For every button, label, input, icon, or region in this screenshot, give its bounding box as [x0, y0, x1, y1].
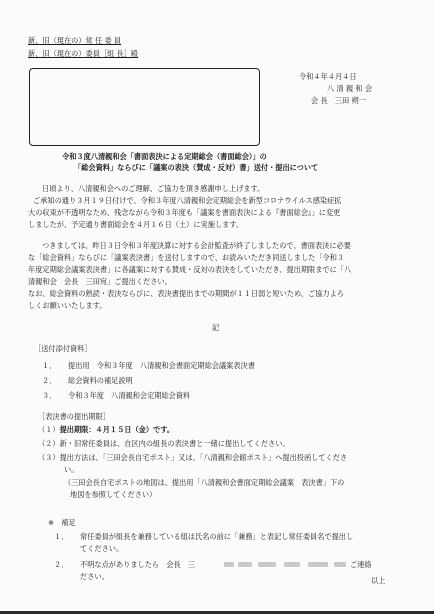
supplement-number: １． [54, 532, 69, 541]
paragraph-1-line: 大の収束が不透明なため、残念ながら令和３年度も「議案を書面表決による『書面総会』」に変更 [28, 208, 341, 217]
association-name: 八 清 親 和 会 [327, 84, 373, 93]
map-note-line-1: （三田会長自宅ポストの地図は、提出用「八清親和会書面定期総会議案 表決書」下の [64, 478, 345, 487]
attachment-item [42, 391, 190, 400]
paragraph-1-line: しましたが、予定通り書面総会を４月１６日（土）に実施します。 [28, 220, 244, 229]
attachment-text: 総会資料の補足説明 [68, 376, 133, 385]
supplement-heading: ※ 補足 [48, 518, 76, 527]
president-name: 会 長 三田 朔一 [311, 96, 366, 105]
attachment-item [42, 361, 255, 370]
supplement-text-end: ご連絡 [350, 560, 372, 569]
attachment-text: 令和３年度 八清親和会定期総会資料 [68, 391, 191, 400]
ki-mark: 記 [212, 323, 220, 332]
submission-number: （１） [38, 425, 60, 434]
supplement-item [54, 560, 195, 569]
paragraph-1-line: ご承知の通り３月１９日付けで、令和３年度八清親和会定期総会を新型コロナウイルス感染症拡 [33, 196, 342, 205]
paragraph-2-line: つきましては、昨日３日令和３年度決算に対する会計監査が終了しましたので、書面表決に必要 [42, 241, 351, 250]
attachment-number: ３． [42, 391, 57, 400]
supplement-number: ２． [54, 560, 69, 569]
submission-number: （３） [38, 453, 60, 462]
submission-number: （２） [38, 439, 60, 448]
paragraph-2-line: しくお願いいたします。 [28, 301, 107, 310]
submission-heading: ［表決書の提出期限］ [38, 412, 110, 421]
paragraph-2-line: 清親和会 会長 三田宛」ご提出ください。 [28, 277, 172, 286]
recipient-line-1: 新、旧（現在の）常 任 委 員 [28, 36, 122, 45]
submission-text: 新・旧常任委員は、自区内の組長の表決書と一緒に提出してください。 [59, 439, 290, 448]
paragraph-2-line: な「総会資料」ならびに「議案表決書」を送付しますので、お読みいただき同送しました「令和３ [28, 253, 345, 262]
faded-text-mark [222, 560, 352, 569]
closing-mark: 以上 [371, 576, 386, 585]
submission-item [38, 453, 347, 462]
address-box [29, 68, 260, 146]
paragraph-2-line: なお、総会資料の熟読・表決ならびに、表決書提出までの期間が１１日弱と短いため、ご協力よろ [28, 289, 344, 298]
submission-text: 提出期限：４月１５日（金）です。 [59, 425, 175, 434]
attachment-number: １． [42, 361, 57, 370]
attachment-text: 提出用 令和３年度 八清親和会書面定期総会議案表決書 [68, 361, 255, 370]
paragraph-2-line: 年度定期総会議案表決書」に各議案に対する賛成・反対の表決をしていただき、提出期限までに「八 [28, 265, 352, 274]
issue-date: 令和４年４月４日 [299, 72, 357, 81]
submission-item [38, 425, 174, 434]
submission-continuation: い。 [64, 465, 79, 474]
recipient-line-2: 新、旧（現在の）委員［組 長］殿 [28, 49, 139, 58]
submission-text: 提出方法は、「三田会長自宅ポスト」又は、「八清親和会館ポスト」へ提出投函してくださ [59, 453, 348, 462]
supplement-text-cont: ださい。 [80, 572, 109, 581]
attachment-number: ２． [42, 376, 57, 385]
map-note-line-2: 地図を参照してください） [70, 490, 157, 499]
supplement-text: 不明な点がありましたら 会長 三 [80, 560, 196, 569]
supplement-text-cont: てください。 [80, 544, 124, 553]
title-line-1: 令和３度八清親和会「書面表決による定期総会（書面総会）」の [62, 152, 267, 161]
redacted-phone [222, 560, 352, 569]
supplement-item [54, 532, 353, 541]
attachments-heading: ［送付添付資料］ [34, 344, 92, 353]
attachment-item [42, 376, 133, 385]
paragraph-1-line: 日頃より、八清親和会へのご理解、ご協力を頂き感謝申し上げます。 [42, 184, 265, 193]
submission-item [38, 439, 290, 448]
title-line-2: 「総会資料」ならびに「議案の表決（賛成・反対）書」送付・提出について [74, 163, 319, 172]
supplement-text: 常任委員が組長を兼務している組は氏名の前に「兼務」と表記し常任委員名で提出し [80, 532, 354, 541]
